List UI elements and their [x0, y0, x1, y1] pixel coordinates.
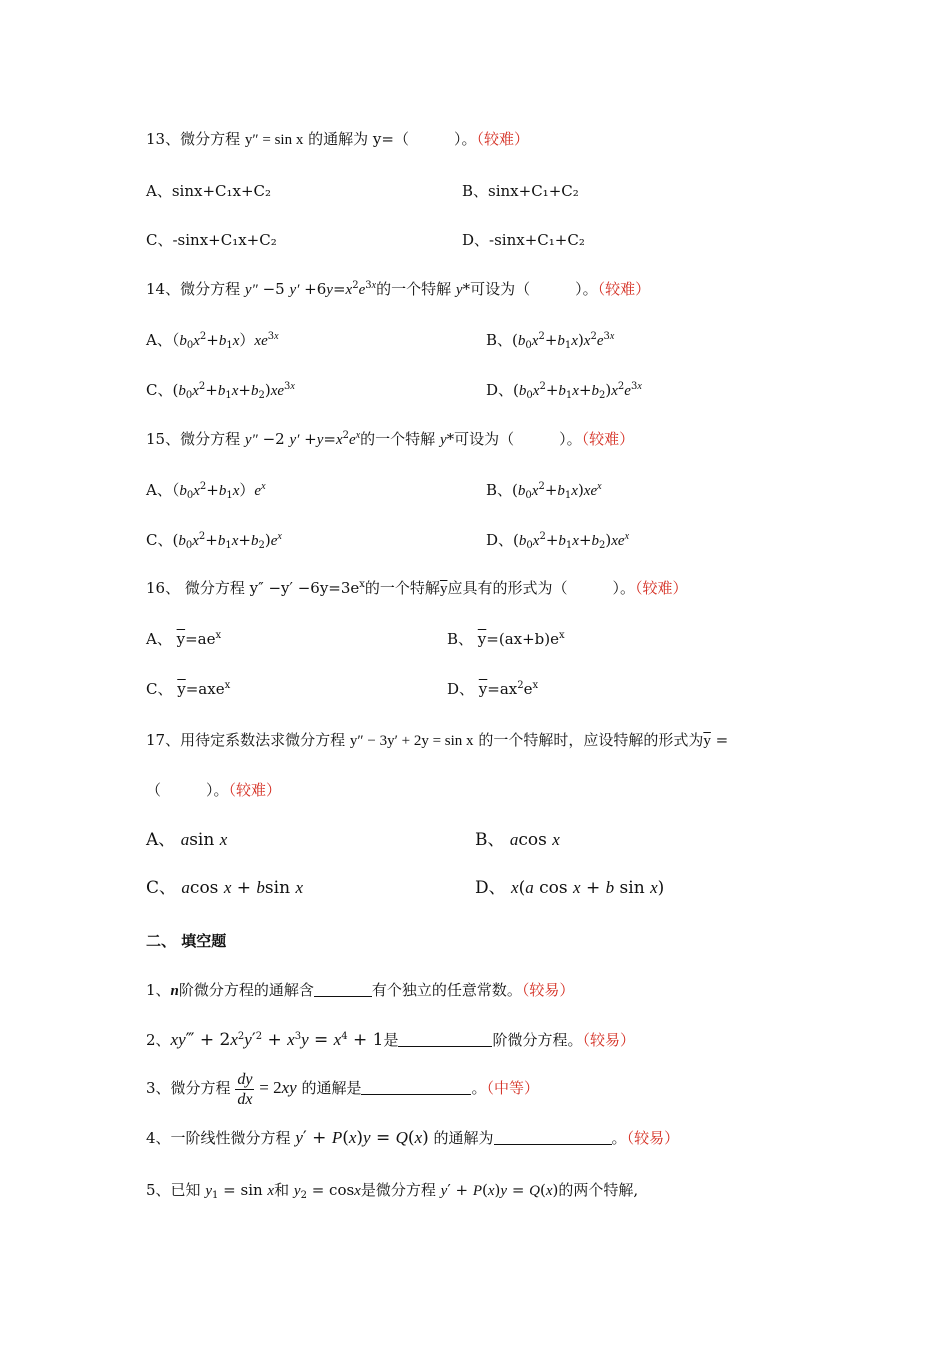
- fill-question-5: 5、已知 $y_1 = \sin x$和 $y_2 = \cos x$是微分方程 y′ + P(x)y = Q(x)的两个特解,: [146, 1181, 639, 1201]
- question-16: 16、 微分方程 $y'' -y' -6y=3e^x$的一个特解$\overline{y}$应具有的形式为（ ）。（较难）: [146, 579, 688, 597]
- q17-option-d[interactable]: D、 x(a cos x + b sin x): [475, 878, 665, 898]
- q17-option-b[interactable]: B、 acos x: [475, 830, 560, 850]
- q15-option-c[interactable]: C、$(b_0x^2+b_1x+b_2)e^x$: [146, 531, 282, 551]
- q16-option-b[interactable]: B、 $\overline{y}=(ax+b)e^x$: [447, 630, 565, 648]
- fill-question-3: 3、微分方程 $\frac{dy}{dx}$ = 2xy 的通解是 。（中等）: [146, 1070, 539, 1108]
- question-17-blank: （ ）。（较难）: [146, 781, 282, 799]
- question-17: 17、用待定系数法求微分方程 y″ − 3y′ + 2y = sin x 的一个特解时，应设特解的形式为$\overline{y}$ =: [146, 731, 729, 749]
- q16-option-c[interactable]: C、 $\overline{y}=axe^x$: [146, 680, 231, 698]
- q15-option-b[interactable]: B、$(b_0x^2+b_1x)xe^x$: [486, 481, 602, 501]
- q16-option-a[interactable]: A、 $\overline{y}=ae^x$: [146, 630, 222, 648]
- q14-option-d[interactable]: D、$(b_0x^2+b_1x+b_2)x^2e^{3x}$: [486, 381, 642, 401]
- question-15: 15、微分方程 y″ −2 $y' +y=x^2e^x$的一个特解 y*可设为（ ）。（较难）: [146, 430, 635, 448]
- q13-option-a[interactable]: A、sinx+C₁x+C₂: [146, 182, 272, 200]
- fill-question-4: 4、一阶线性微分方程 y′ + P(x)y = Q(x) 的通解为 。（较易）: [146, 1128, 680, 1148]
- q14-option-c[interactable]: C、$(b_0x^2+b_1x+b_2)xe^{3x}$: [146, 381, 295, 401]
- q14-option-b[interactable]: B、$(b_0x^2+b_1x)x^2e^{3x}$: [486, 331, 615, 351]
- q15-option-a[interactable]: A、$(b_0x^2+b_1x)e^x$: [146, 481, 266, 501]
- q17-option-a[interactable]: A、 asin x: [146, 830, 228, 850]
- fill-blank[interactable]: [314, 982, 372, 997]
- fill-blank[interactable]: [398, 1032, 492, 1047]
- q16-option-d[interactable]: D、 $\overline{y}=ax^2e^x$: [447, 680, 539, 698]
- fill-blank[interactable]: [494, 1130, 612, 1145]
- q17-option-c[interactable]: C、 acos x + bsin x: [146, 878, 303, 898]
- q13-option-c[interactable]: C、-sinx+C₁x+C₂: [146, 231, 277, 249]
- q13-option-b[interactable]: B、sinx+C₁+C₂: [462, 182, 579, 200]
- fraction: $\frac{dy}{dx}$: [237, 1070, 253, 1108]
- fill-blank[interactable]: [361, 1080, 471, 1095]
- q14-option-a[interactable]: A、$(b_0x^2+b_1x)xe^{3x}$: [146, 331, 279, 351]
- q13-option-d[interactable]: D、-sinx+C₁+C₂: [462, 231, 585, 249]
- fill-question-1: 1、n阶微分方程的通解含 有个独立的任意常数。（较易）: [146, 981, 575, 999]
- q15-option-d[interactable]: D、$(b_0x^2+b_1x+b_2)xe^x$: [486, 531, 630, 551]
- fill-question-2: 2、xy‴ + $2x^2y'^2 + x^3y = x^4 + 1$是 阶微分方程。（较易）: [146, 1030, 636, 1050]
- section-title: 二、 填空题: [146, 932, 227, 950]
- question-14: 14、微分方程 y″ −5 $y' +6y=x^2e^{3x}$的一个特解 y*可设为（ ）。（较难）: [146, 280, 651, 298]
- question-13: 13、微分方程 y″ = sin x 的通解为 y=（ ）。（较难）: [146, 130, 529, 148]
